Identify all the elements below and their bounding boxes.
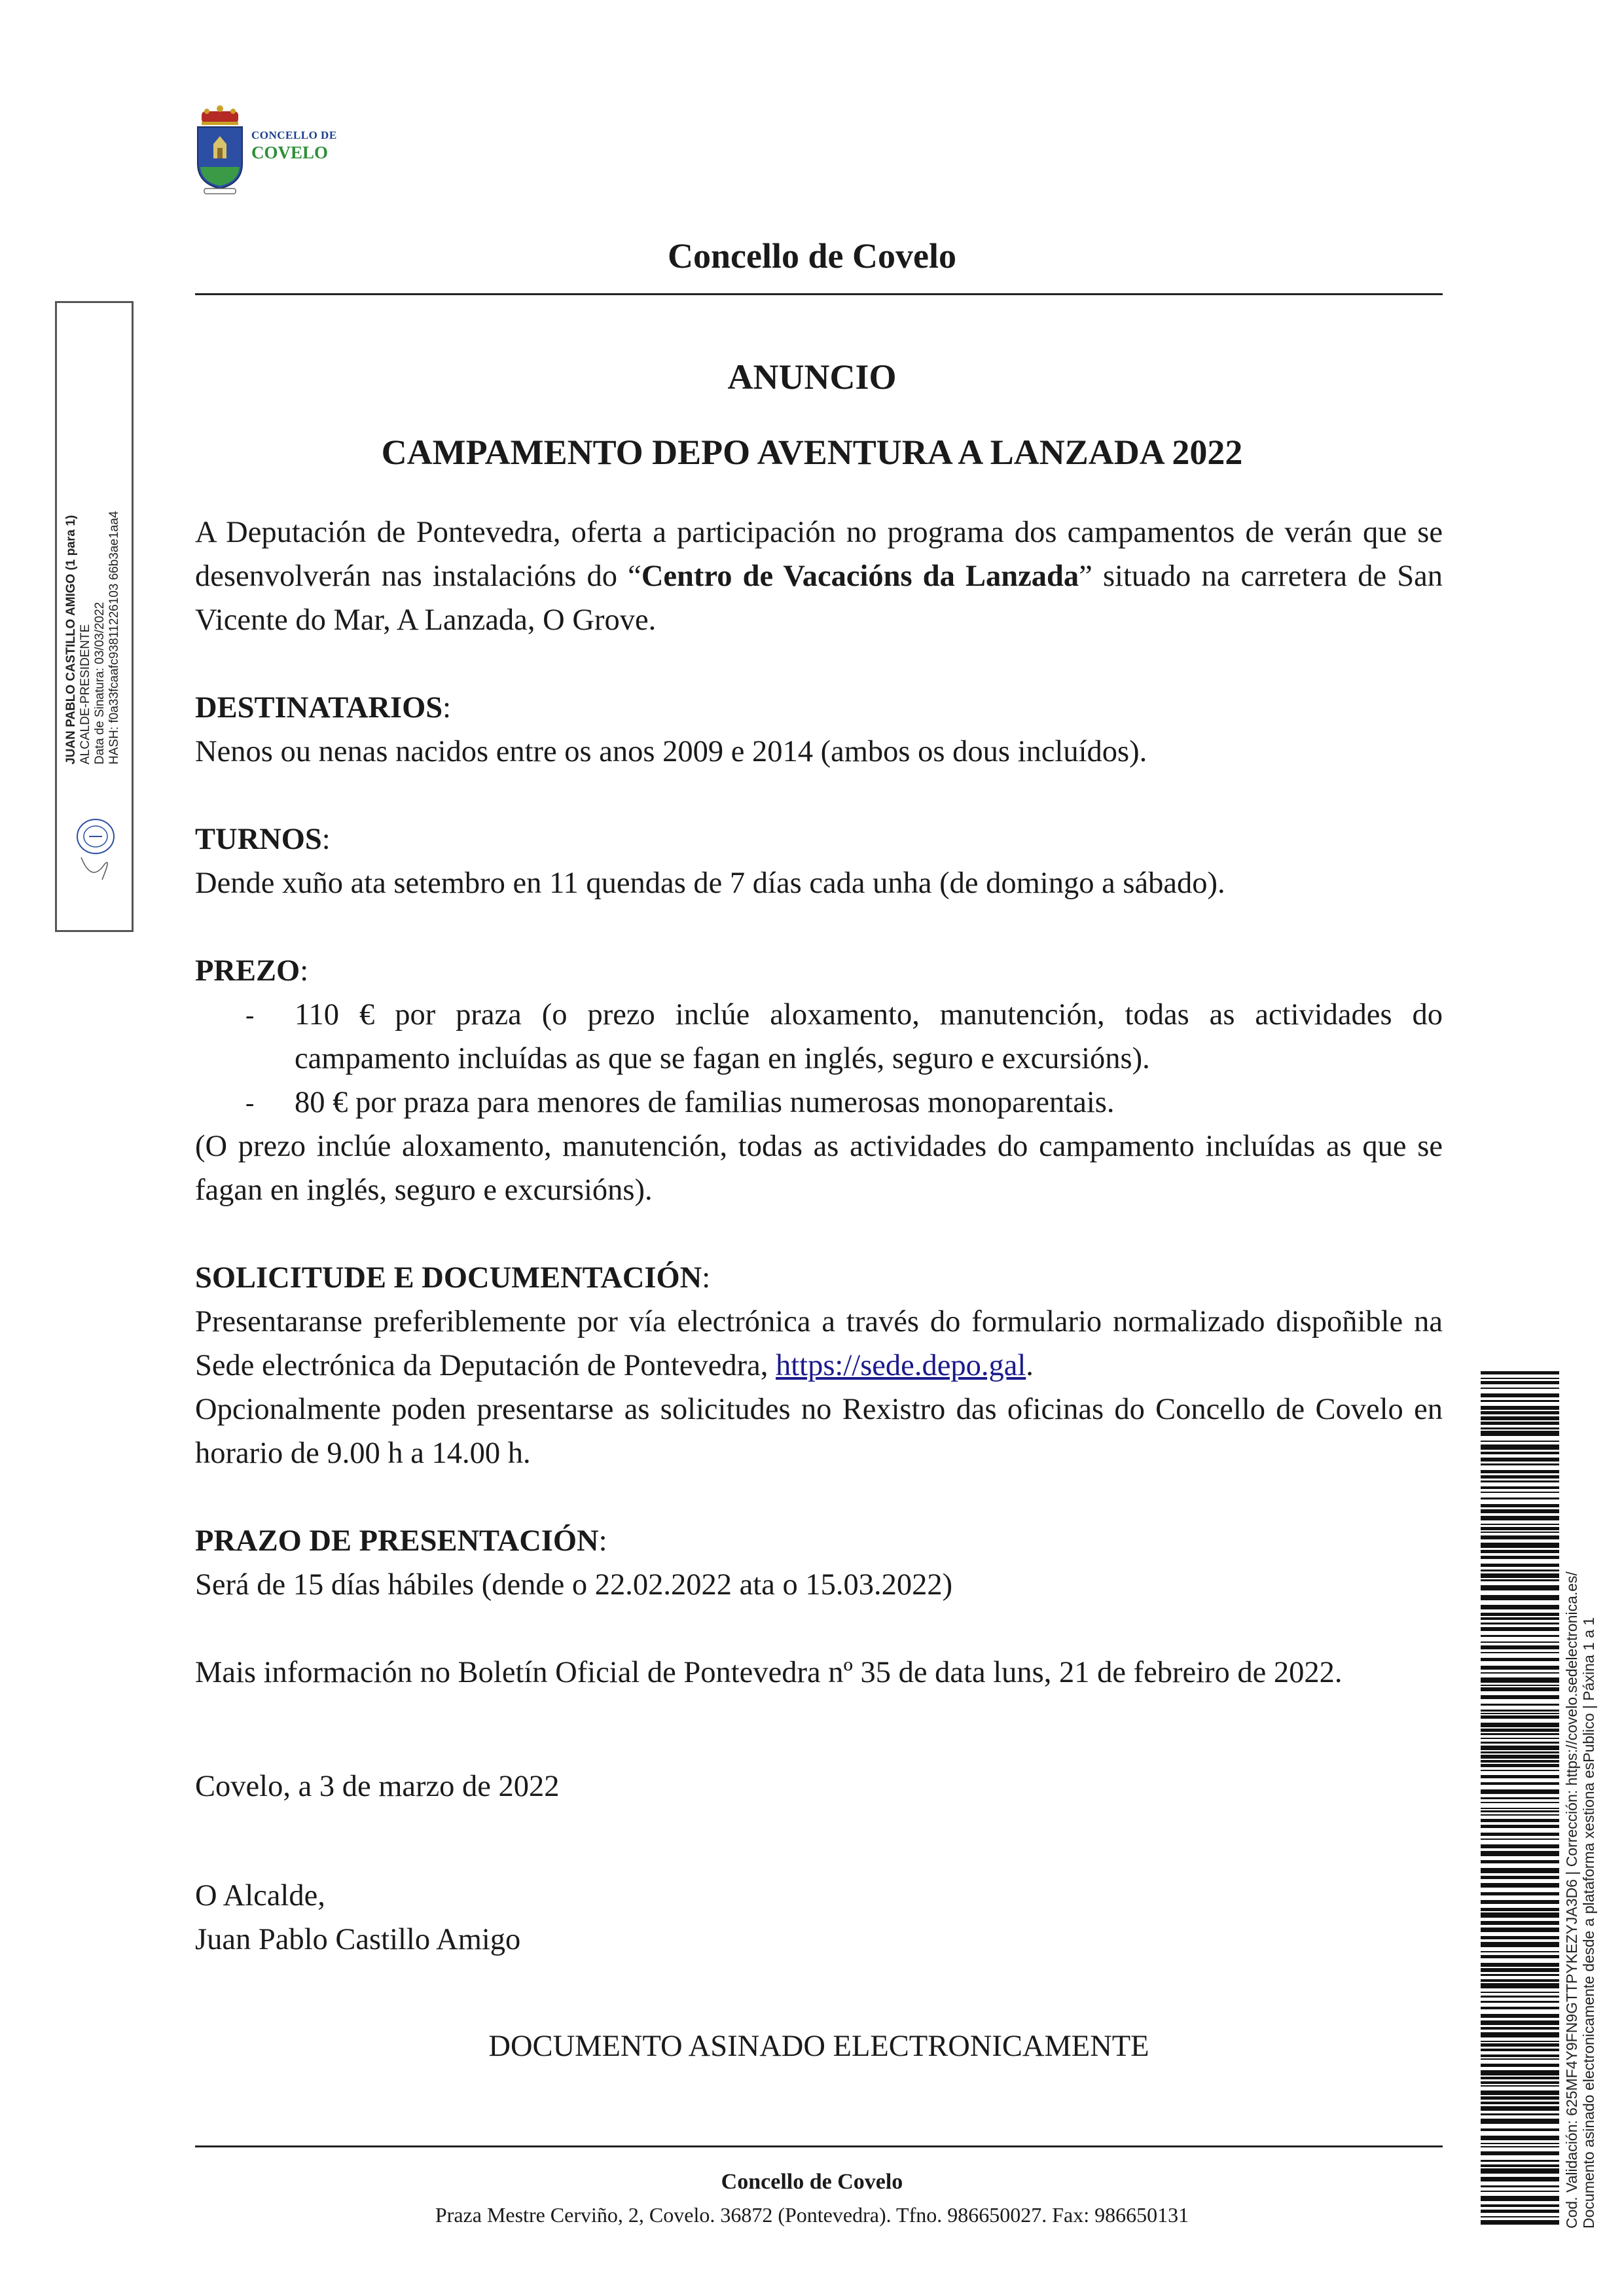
barcode-bar [1481,1573,1559,1578]
barcode-bar [1481,2177,1559,2181]
signed-notice: DOCUMENTO ASINADO ELECTRONICAMENTE [488,2030,1149,2063]
barcode-bar [1481,1860,1559,1863]
barcode-bar [1481,2096,1559,2100]
barcode-bar [1481,1814,1559,1816]
barcode-bar [1481,1666,1559,1670]
barcode-bar [1481,2049,1559,2051]
barcode-bar [1481,1579,1559,1581]
barcode-bar [1481,2041,1559,2042]
barcode-bar [1481,2081,1559,2084]
barcode-bar [1481,1658,1559,1661]
barcode-bar [1481,2204,1559,2207]
barcode-bar [1481,1819,1559,1822]
barcode-bar [1481,1463,1559,1465]
barcode-bar [1481,2070,1559,2075]
barcode-bar [1481,1742,1559,1744]
barcode-bar [1481,1524,1559,1525]
barcode-bar [1481,2185,1559,2187]
barcode-bar [1481,1713,1559,1714]
barcode-bar [1481,1400,1559,1402]
barcode-bar [1481,1979,1559,1982]
barcode-bar [1481,1422,1559,1425]
barcode-bar [1481,1371,1559,1374]
barcode-bar [1481,1974,1559,1976]
barcode-bar [1481,1808,1559,1809]
barcode-bar [1481,1963,1559,1967]
barcode-bar [1481,2196,1559,2201]
barcode-bar [1481,1729,1559,1732]
barcode-bar [1481,1851,1559,1856]
barcode-bar [1481,1411,1559,1414]
barcode-bar [1481,2106,1559,2111]
barcode-bar [1481,1868,1559,1873]
barcode-bar [1481,1532,1559,1533]
barcode-bar [1481,1992,1559,1993]
barcode-bar [1481,1427,1559,1429]
barcode-bar [1481,1393,1559,1397]
prezo-bullet: - 110 € por praza (o prezo inclúe aloxamento, manutención, todas as actividades do campamento incluídas as que se fagan en inglés, seguro e excursións). [245,998,1443,1075]
barcode-bar [1481,1764,1559,1767]
footer-address: Praza Mestre Cerviño, 2, Covelo. 36872 (Pontevedra). Tfno. 986650027. Fax: 986650131 [435,2203,1189,2227]
barcode-bar [1481,2220,1559,2225]
barcode-bar [1481,1585,1559,1590]
barcode-bar [1481,1695,1559,1699]
barcode-bar [1481,2168,1559,2174]
barcode-bar [1481,1486,1559,1489]
barcode-bar [1481,1951,1559,1952]
barcode-bar [1481,2054,1559,2057]
barcode-bar [1481,1900,1559,1904]
more-info: Mais información no Boletín Oficial de Pontevedra nº 35 de data luns, 21 de febreiro de 2022. [195,1656,1343,1689]
signer-name: JUAN PABLO CASTILLO AMIGO (1 para 1) [64,514,78,764]
barcode-bar [1481,2032,1559,2037]
signer-role: ALCALDE-PRESIDENTE [79,624,92,764]
barcode-bar [1481,2014,1559,2018]
header-rule [195,293,1443,295]
barcode-bar [1481,1480,1559,1482]
intro-text-start: A Deputación de Pontevedra, oferta a participación no programa dos campamentos de verán que se desenvolverán nas instalacións do “ [195,516,1443,593]
barcode-bar [1481,1627,1559,1631]
place-date: Covelo, a 3 de marzo de 2022 [195,1770,560,1803]
barcode-bar [1481,1955,1559,1958]
barcode-bar [1481,1704,1559,1706]
barcode-bar [1481,2001,1559,2003]
barcode-bar [1481,1444,1559,1450]
barcode-bar [1481,1755,1559,1759]
barcode-bar [1481,1605,1559,1609]
barcode-bar [1481,1983,1559,1988]
barcode-bar [1481,2043,1559,2047]
barcode-bar [1481,2151,1559,2155]
barcode-bar [1481,1475,1559,1479]
barcode-bar [1481,1908,1559,1911]
barcode-bar [1481,1556,1559,1559]
barcode-bar [1481,1470,1559,1473]
barcode-bar [1481,1797,1559,1799]
barcode-bar [1481,1623,1559,1624]
barcode-bar [1481,1527,1559,1530]
barcode-bar [1481,1416,1559,1420]
barcode-bar [1481,1844,1559,1848]
header-title: Concello de Covelo [668,236,956,276]
official-seal-icon [72,812,119,890]
solicitude-heading: SOLICITUDE E DOCUMENTACIÓN: [195,1261,711,1295]
barcode-bar [1481,2020,1559,2025]
barcode-bar [1481,1968,1559,1972]
solicitude-optional: Opcionalmente poden presentarse as solicitudes no Rexistro das oficinas do Concello de Covelo en horario de 9.00 h a 14.00 h. [195,1393,1443,1470]
barcode-bar [1481,1833,1559,1836]
barcode-bar [1481,1996,1559,1998]
barcode-bar [1481,1928,1559,1932]
barcode-bar [1481,1710,1559,1712]
sede-link[interactable]: https://sede.depo.gal [776,1349,1026,1382]
barcode-bar [1481,2164,1559,2167]
barcode-bar [1481,1921,1559,1925]
barcode-bar [1481,1492,1559,1493]
barcode-bar [1481,1715,1559,1719]
barcode-bar [1481,1570,1559,1571]
barcode-bar [1481,1388,1559,1389]
barcode-bar [1481,1617,1559,1620]
barcode-bar [1481,1381,1559,1384]
barcode-bar [1481,1876,1559,1879]
barcode-bar [1481,2128,1559,2131]
signature-name: Juan Pablo Castillo Amigo [195,1923,521,1956]
barcode-bar [1481,1595,1559,1600]
barcode-bar [1481,1504,1559,1507]
prazo-text: Será de 15 días hábiles (dende o 22.02.2022 ata o 15.03.2022) [195,1568,953,1602]
signature-date: Data de Sinatura: 03/03/2022 [93,601,107,764]
barcode-bar [1481,1839,1559,1840]
barcode-bar [1481,2216,1559,2217]
barcode-bar [1481,1509,1559,1513]
signature-hash: HASH: f0a33fcaafc93811226103 66b3ae1aa4 [107,511,121,764]
turnos-heading: TURNOS: [195,823,331,856]
barcode-bar [1481,1770,1559,1771]
barcode-bar [1481,1687,1559,1691]
footer-rule [195,2145,1443,2147]
barcode-bar [1481,1883,1559,1888]
barcode-bar [1481,1892,1559,1895]
barcode-bar [1481,2113,1559,2115]
barcode-bar [1481,1810,1559,1812]
logo-text-top: CONCELLO DE [251,129,337,141]
barcode-bar [1481,1535,1559,1539]
prazo-heading: PRAZO DE PRESENTACIÓN: [195,1524,607,1558]
prezo-bullet: - 80 € por praza para menores de familias numerosas monoparentais. [245,1086,1115,1119]
barcode-bar [1481,1613,1559,1616]
barcode-bar [1481,1431,1559,1436]
barcode-bar [1481,1775,1559,1778]
barcode-bar [1481,1498,1559,1499]
barcode-bar [1481,1723,1559,1727]
intro-paragraph [195,511,1443,642]
barcode-bar [1481,1733,1559,1735]
barcode-bar [1481,1825,1559,1828]
barcode-bar [1481,1645,1559,1649]
barcode-bar [1481,2102,1559,2104]
barcode-bar [1481,1751,1559,1753]
barcode-bar [1481,2146,1559,2147]
barcode-bar [1481,2210,1559,2213]
barcode-bar [1481,1550,1559,1553]
barcode-bar [1481,1378,1559,1379]
prezo-note: (O prezo inclúe aloxamento, manutención, todas as actividades do campamento incluídas as que se fagan en inglés, seguro e excursións). [195,1130,1443,1207]
barcode-bar [1481,2119,1559,2124]
barcode-bar [1481,2090,1559,2095]
solicitude-text: Presentaranse preferiblemente por vía electrónica a través do formulario normalizado dispoñible na Sede electrónica da Deputación de Pontevedra, https://sede.depo.gal. [195,1305,1443,1382]
barcode-bar [1481,1912,1559,1918]
signature-role: O Alcalde, [195,1879,325,1912]
barcode-bar [1481,2058,1559,2060]
turnos-text: Dende xuño ata setembro en 11 quendas de 7 días cada unha (de domingo a sábado). [195,867,1225,900]
logo-text-bottom: COVELO [251,143,329,162]
barcode-bar [1481,2143,1559,2144]
barcode-bar [1481,1760,1559,1763]
document-heading: ANUNCIO [727,357,897,397]
barcode-bar [1481,1452,1559,1454]
barcode-bar [1481,2007,1559,2009]
barcode-bar [1481,1802,1559,1803]
barcode-bar [1481,1516,1559,1520]
barcode-bar [1481,1677,1559,1683]
barcode-bar [1481,1936,1559,1939]
barcode-bar [1481,2077,1559,2079]
barcode-bar [1481,1641,1559,1643]
barcode-bar [1481,1635,1559,1637]
validation-platform: Documento asinado electronicamente desde a plataforma xestiona esPublico | Páxina 1 a 1 [1580,1617,1597,2229]
document-body [195,511,1443,2068]
barcode-bar [1481,1441,1559,1442]
barcode-bar [1481,1685,1559,1686]
barcode-bar [1481,2085,1559,2087]
intro-venue: Centro de Vacacións da Lanzada [641,560,1079,593]
barcode-bar [1481,2191,1559,2192]
barcode-bar [1481,1746,1559,1750]
barcode-bar [1481,2064,1559,2067]
barcode-bar [1481,1738,1559,1739]
intro-text-end: ” situado na carretera de San Vicente do Mar, A Lanzada, O Grove. [195,560,1443,637]
prezo-heading: PREZO: [195,954,309,988]
destinatarios-heading: DESTINATARIOS: [195,691,452,725]
barcode-bar [1481,2027,1559,2030]
barcode-bar [1481,1543,1559,1548]
barcode-bar [1481,1564,1559,1567]
barcode-bar [1481,1672,1559,1674]
footer-title: Concello de Covelo [721,2170,903,2194]
barcode-bar [1481,1458,1559,1462]
barcode-icon [1481,1371,1559,2229]
barcode-bar [1481,2160,1559,2162]
barcode-bar [1481,1652,1559,1653]
barcode-bar [1481,1789,1559,1794]
barcode-bar [1481,1406,1559,1410]
validation-code: Cod. Validación: 625MF4Y9FN9GTTPYKEZYJA3D6 | Corrección: https://covelo.sedelectronica.es/ [1563,1571,1580,2229]
destinatarios-text: Nenos ou nenas nacidos entre os anos 2009 e 2014 (ambos os dous incluídos). [195,735,1147,768]
document-title: CAMPAMENTO DEPO AVENTURA A LANZADA 2022 [381,433,1243,472]
barcode-bar [1481,1942,1559,1947]
barcode-bar [1481,2136,1559,2140]
barcode-bar [1481,1782,1559,1785]
